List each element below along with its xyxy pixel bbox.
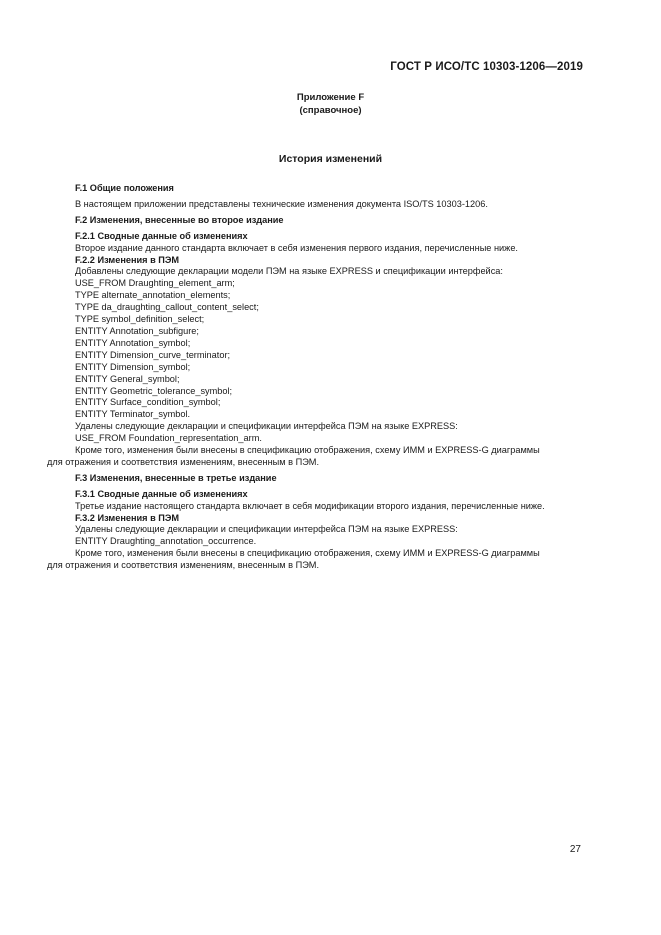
paragraph-f22-removed-intro: Удалены следующие декларации и спецификации интерфейса ПЭМ на языке EXPRESS: bbox=[75, 421, 458, 432]
heading-f22: F.2.2 Изменения в ПЭМ bbox=[75, 254, 180, 265]
list-item: TYPE alternate_annotation_elements; bbox=[75, 290, 231, 301]
list-item: TYPE da_draughting_callout_content_select; bbox=[75, 302, 259, 313]
list-f22-added bbox=[47, 278, 587, 421]
heading-f32: F.3.2 Изменения в ПЭМ bbox=[75, 512, 180, 523]
paragraph-f32-note-line2: для отражения и соответствия изменениям, внесенным в ПЭМ. bbox=[47, 560, 319, 571]
paragraph-f32-note-line1: Кроме того, изменения были внесены в спецификацию отображения, схему ИММ и EXPRESS-G диаграммы bbox=[75, 548, 540, 559]
heading-f21: F.2.1 Сводные данные об изменениях bbox=[75, 230, 248, 241]
list-item: ENTITY Draughting_annotation_occurrence. bbox=[75, 536, 257, 547]
paragraph-f32-removed-intro: Удалены следующие декларации и спецификации интерфейса ПЭМ на языке EXPRESS: bbox=[75, 524, 458, 535]
heading-f2: F.2 Изменения, внесенные во второе издание bbox=[75, 214, 284, 225]
list-item: USE_FROM Draughting_element_arm; bbox=[75, 278, 235, 289]
document-header-id: ГОСТ Р ИСО/ТС 10303-1206—2019 bbox=[390, 61, 583, 73]
paragraph-f22-added-intro: Добавлены следующие декларации модели ПЭМ на языке EXPRESS и спецификации интерфейса: bbox=[75, 266, 503, 277]
list-item: ENTITY Annotation_subfigure; bbox=[75, 325, 199, 336]
list-item: ENTITY Surface_condition_symbol; bbox=[75, 397, 221, 408]
section-title: История изменений bbox=[278, 153, 383, 165]
annex-subtitle: (справочное) bbox=[299, 105, 362, 116]
heading-f1: F.1 Общие положения bbox=[75, 183, 174, 193]
paragraph-f1: В настоящем приложении представлены технические изменения документа ISO/TS 10303-1206. bbox=[75, 198, 488, 209]
list-item: ENTITY Dimension_curve_terminator; bbox=[75, 349, 231, 360]
page-number: 27 bbox=[569, 844, 581, 855]
paragraph-f22-note-line2: для отражения и соответствия изменениям, внесенным в ПЭМ. bbox=[47, 456, 319, 467]
list-item: USE_FROM Foundation_representation_arm. bbox=[75, 433, 262, 444]
heading-f31: F.3.1 Сводные данные об изменениях bbox=[75, 488, 248, 499]
paragraph-f31: Третье издание настоящего стандарта включает в себя модификации второго издания, перечисленные ниже. bbox=[75, 500, 545, 511]
list-item: TYPE symbol_definition_select; bbox=[75, 314, 205, 325]
heading-f3: F.3 Изменения, внесенные в третье издание bbox=[75, 472, 277, 483]
paragraph-f21: Второе издание данного стандарта включает в себя изменения первого издания, перечисленные ниже. bbox=[75, 242, 518, 253]
list-item: ENTITY General_symbol; bbox=[75, 373, 180, 384]
annex-title: Приложение F bbox=[296, 92, 365, 103]
list-item: ENTITY Geometric_tolerance_symbol; bbox=[75, 385, 233, 396]
list-item: ENTITY Annotation_symbol; bbox=[75, 337, 191, 348]
annex-title-block bbox=[0, 91, 661, 117]
paragraph-f22-note-line1: Кроме того, изменения были внесены в спецификацию отображения, схему ИММ и EXPRESS-G диаграммы bbox=[75, 445, 540, 456]
list-item: ENTITY Terminator_symbol. bbox=[75, 409, 191, 420]
list-item: ENTITY Dimension_symbol; bbox=[75, 361, 191, 372]
document-body bbox=[47, 183, 587, 572]
